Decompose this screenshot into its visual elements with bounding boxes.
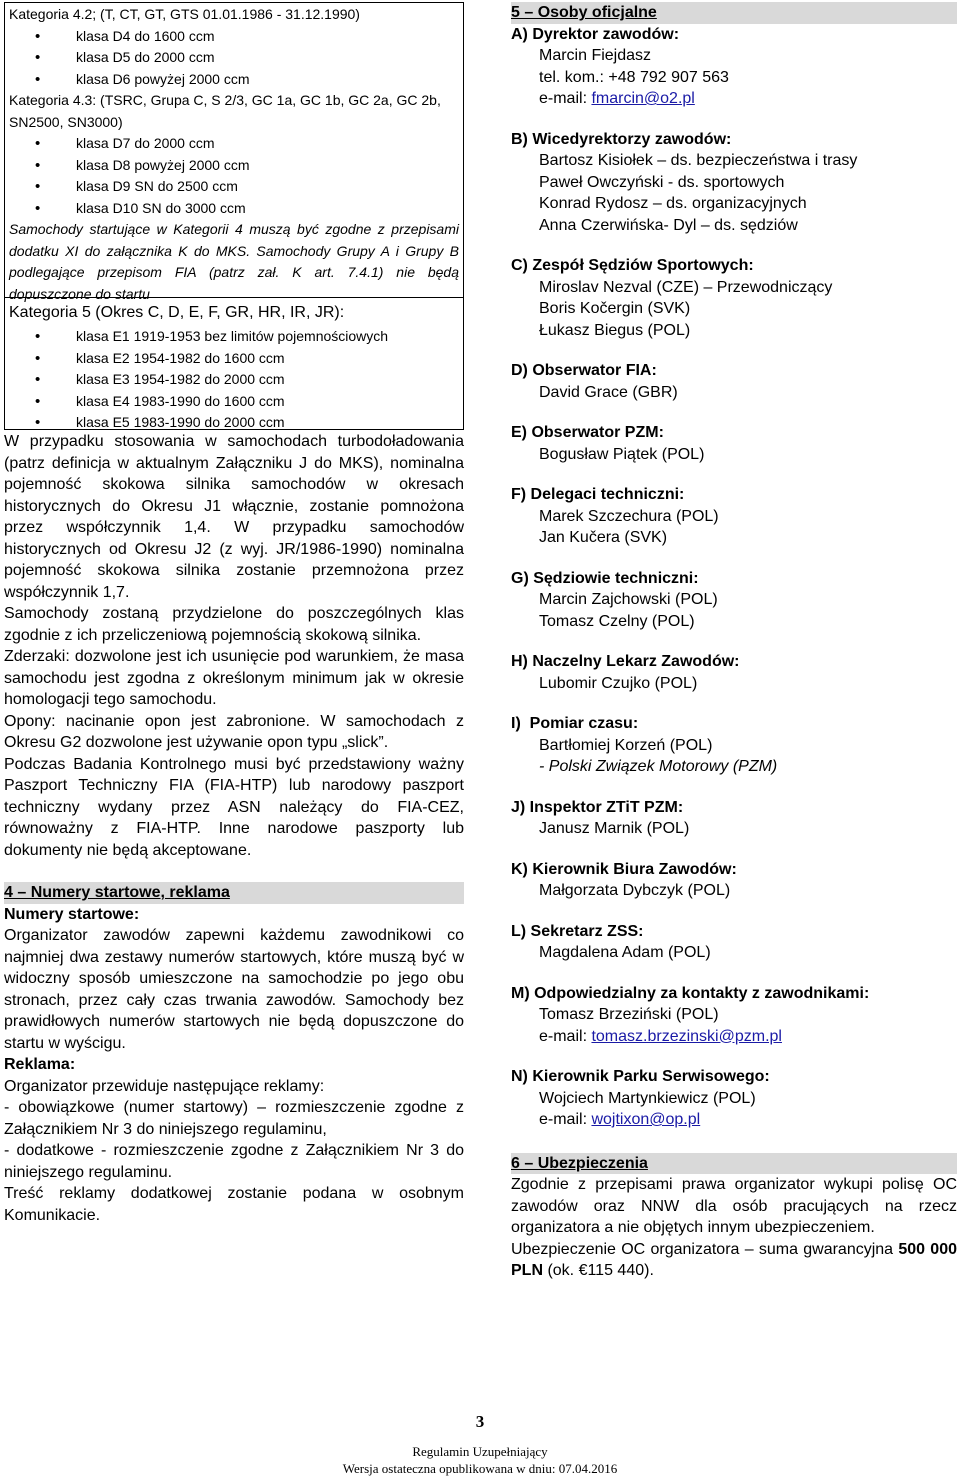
group-heading: M) Odpowiedzialny za kontakty z zawodnikami:	[511, 984, 870, 1002]
advertising-line: - dodatkowe - rozmieszczenie zgodne z Załącznikiem Nr 3 do niniejszego regulaminu.	[4, 1142, 464, 1181]
advertising-line: - obowiązkowe (numer startowy) – rozmieszczenie zgodne z Załącznikiem Nr 3 do niniejszego regulaminu,	[4, 1099, 464, 1138]
group-line: Konrad Rydosz – ds. organizacyjnych	[539, 195, 807, 212]
footer-title: Regulamin Uzupełniający	[412, 1444, 548, 1459]
email-link[interactable]: wojtixon@op.pl	[591, 1111, 701, 1128]
group-line: Bogusław Piątek (POL)	[539, 445, 705, 463]
email-link[interactable]: tomasz.brzezinski@pzm.pl	[591, 1027, 782, 1045]
list-item: • klasa D5 do 2000 ccm	[9, 47, 459, 69]
list-item: • klasa E2 1954-1982 do 1600 ccm	[9, 348, 459, 370]
group-heading: G) Sędziowie techniczni:	[511, 569, 699, 587]
tyres-paragraph: Opony: nacinanie opon jest zabronione. W samochodach z Okresu G2 dozwolone jest używanie opon typu „slick”.	[4, 712, 464, 751]
group-heading: F) Delegaci techniczni:	[511, 486, 685, 503]
group-line: David Grace (GBR)	[539, 383, 678, 401]
group-heading: H) Naczelny Lekarz Zawodów:	[511, 653, 740, 670]
section-6	[511, 1153, 957, 1282]
official-group-j	[511, 797, 957, 840]
list-item: • klasa E5 1983-1990 do 2000 ccm	[9, 412, 459, 434]
group-line: - Polski Związek Motorowy (PZM)	[539, 758, 778, 775]
official-group-g	[511, 568, 957, 633]
category-5-box	[4, 297, 464, 430]
group-line: Janusz Marnik (POL)	[539, 820, 690, 837]
category-4-2-header: Kategoria 4.2; (T, CT, GT, GTS 01.01.1986 - 31.12.1990)	[9, 6, 360, 22]
group-heading: B) Wicedyrektorzy zawodów:	[511, 130, 732, 148]
group-line: Tomasz Czelny (POL)	[539, 612, 695, 630]
insurance-sum-text: Ubezpieczenie OC organizatora – suma gwarancyjna	[511, 1240, 899, 1258]
group-heading: J) Inspektor ZTiT PZM:	[511, 798, 684, 816]
official-group-d	[511, 360, 957, 403]
official-group-c	[511, 255, 957, 341]
official-group-n	[511, 1066, 957, 1131]
category-5-periods: (Okres C, D, E, F, GR, HR, IR, JR):	[90, 304, 345, 321]
bumpers-paragraph: Zderzaki: dozwolone jest ich usunięcie pod warunkiem, że masa samochodu jest zgodna z określonym minimum jak w okresie homologacji tego samochodu.	[4, 648, 464, 708]
insurance-paragraph: Zgodnie z przepisami prawa organizator wykupi polisę OC zawodów oraz NNW dla osób pracujących na rzecz organizatora a nie objętych innym ubezpieczeniem.	[511, 1176, 957, 1236]
list-item: • klasa E1 1919-1953 bez limitów pojemnościowych	[9, 326, 459, 348]
left-body	[4, 431, 464, 1226]
category-4-2-list	[9, 26, 459, 91]
group-line: Paweł Owczyński - ds. sportowych	[539, 173, 785, 191]
advertising-heading: Reklama:	[4, 1056, 76, 1073]
footer-version: Wersja ostateczna opublikowana w dniu: 07.04.2016	[342, 1461, 618, 1476]
numbers-heading: Numery startowe:	[4, 905, 140, 923]
group-line: e-mail:	[539, 1027, 592, 1045]
advertising-line: Treść reklamy dodatkowej zostanie podana w osobnym Komunikacie.	[4, 1185, 464, 1224]
group-line: Tomasz Brzeziński (POL)	[539, 1006, 719, 1023]
group-line: Lubomir Czujko (POL)	[539, 674, 698, 692]
group-line: Boris Kočergin (SVK)	[539, 300, 691, 317]
group-line: Miroslav Nezval (CZE) – Przewodniczący	[539, 278, 833, 296]
right-body	[511, 2, 957, 1282]
email-link[interactable]: fmarcin@o2.pl	[591, 90, 695, 107]
group-heading: D) Obserwator FIA:	[511, 362, 657, 379]
advertising-line: Organizator przewiduje następujące reklamy:	[4, 1077, 325, 1095]
group-line: Marcin Zajchowski (POL)	[539, 591, 718, 608]
group-line: Anna Czerwińska- Dyl – ds. sędziów	[539, 216, 798, 234]
section-5-title: 5 – Osoby oficjalne	[511, 2, 957, 24]
group-line: Wojciech Martynkiewicz (POL)	[539, 1089, 756, 1107]
official-group-m	[511, 983, 957, 1048]
group-line: Małgorzata Dybczyk (POL)	[539, 882, 731, 899]
list-item: • klasa E3 1954-1982 do 2000 ccm	[9, 369, 459, 391]
group-line: e-mail:	[539, 90, 592, 107]
section-4	[4, 882, 464, 1226]
insurance-amount: 500 000 PLN	[511, 1240, 957, 1279]
group-line: Marcin Fiejdasz	[539, 47, 652, 64]
turbo-paragraph: W przypadku stosowania w samochodach turbodoładowania (patrz definicja w aktualnym Załączniku J do MKS), nominalna pojemność skokowa silnika samochodów w okresach historycznych do Okresu J1 włącznie, zostanie pomnożona przez współczynnik 1,4. W przypadku samochodów historycznych od Okresu J2 (z wyj. JR/1986-1990) nominalna pojemność skokowa silnika zostanie przemnożona przez współczynnik 1,7.	[4, 433, 464, 601]
group-line: Jan Kučera (SVK)	[539, 529, 668, 546]
official-group-a	[511, 24, 957, 110]
group-line: Łukasz Biegus (POL)	[539, 321, 691, 339]
group-heading: N) Kierownik Parku Serwisowego:	[511, 1068, 770, 1085]
group-line: e-mail:	[539, 1111, 592, 1128]
group-heading: A) Dyrektor zawodów:	[511, 25, 680, 43]
passport-paragraph: Podczas Badania Kontrolnego musi być przedstawiony ważny Paszport Techniczny FIA (FIA-HTP) lub narodowy paszport techniczny wydany przez ASN należący do FIA-CEZ, równoważny z FIA-HTP. Inne narodowe paszporty lub dokumenty nie będą akceptowane.	[4, 755, 464, 859]
list-item: • klasa D6 powyżej 2000 ccm	[9, 69, 459, 91]
classes-paragraph: Samochody zostaną przydzielone do poszczególnych klas zgodnie z ich przeliczeniową pojemnością skokową silnika.	[4, 605, 464, 644]
list-item: • klasa D8 powyżej 2000 ccm	[9, 155, 459, 177]
group-heading: L) Sekretarz ZSS:	[511, 922, 644, 940]
category-5-list	[9, 326, 459, 434]
list-item: • klasa D10 SN do 3000 ccm	[9, 198, 459, 220]
official-group-e	[511, 422, 957, 465]
insurance-sum-paragraph	[511, 1239, 957, 1282]
insurance-amount-note: (ok. €115 440).	[543, 1262, 654, 1279]
group-heading: I) Pomiar czasu:	[511, 715, 639, 732]
official-group-h	[511, 651, 957, 694]
category-4-3-list	[9, 133, 459, 219]
group-heading: K) Kierownik Biura Zawodów:	[511, 860, 737, 878]
list-item: • klasa E4 1983-1990 do 1600 ccm	[9, 391, 459, 413]
group-line: Magdalena Adam (POL)	[539, 944, 711, 961]
category-4-note: Samochody startujące w Kategorii 4 muszą być zgodne z przepisami dodatku XI do załącznika K do MKS. Samochody Grupy A i Grupy B podlegające przepisom FIA (patrz zał. K art. 7.4.1) nie będą dopuszczone do startu	[9, 221, 459, 302]
group-heading: E) Obserwator PZM:	[511, 424, 664, 441]
category-4-3-header: Kategoria 4.3: (TSRC, Grupa C, S 2/3, GC 1a, GC 1b, GC 2a, GC 2b, SN2500, SN3000)	[9, 92, 441, 130]
group-line: Bartosz Kisiołek – ds. bezpieczeństwa i trasy	[539, 152, 858, 169]
category-5-header	[9, 302, 459, 324]
page-number: 3	[475, 1412, 485, 1431]
list-item: • klasa D7 do 2000 ccm	[9, 133, 459, 155]
official-group-i	[511, 713, 957, 778]
group-line: Marek Szczechura (POL)	[539, 507, 719, 525]
section-4-title: 4 – Numery startowe, reklama	[4, 882, 464, 904]
official-group-k	[511, 859, 957, 902]
category-5-title: Kategoria 5	[9, 304, 91, 321]
official-group-b	[511, 129, 957, 237]
list-item: • klasa D4 do 1600 ccm	[9, 26, 459, 48]
official-group-l	[511, 921, 957, 964]
numbers-text: Organizator zawodów zapewni każdemu zawodnikowi co najmniej dwa zestawy numerów startowych, które muszą być w widoczny sposób umieszczone na samochodzie po jego obu stronach, przez cały czas trwania zawodów. Samochody bez prawidłowych numerów startowych nie będą dopuszczone do startu w wyścigu.	[4, 927, 464, 1052]
group-line: tel. kom.: +48 792 907 563	[539, 68, 729, 86]
list-item: • klasa D9 SN do 2500 ccm	[9, 176, 459, 198]
section-6-title: 6 – Ubezpieczenia	[511, 1153, 957, 1175]
official-group-f	[511, 484, 957, 549]
category-4-box	[4, 2, 464, 302]
group-line: Bartłomiej Korzeń (POL)	[539, 736, 713, 754]
group-heading: C) Zespół Sędziów Sportowych:	[511, 257, 754, 274]
